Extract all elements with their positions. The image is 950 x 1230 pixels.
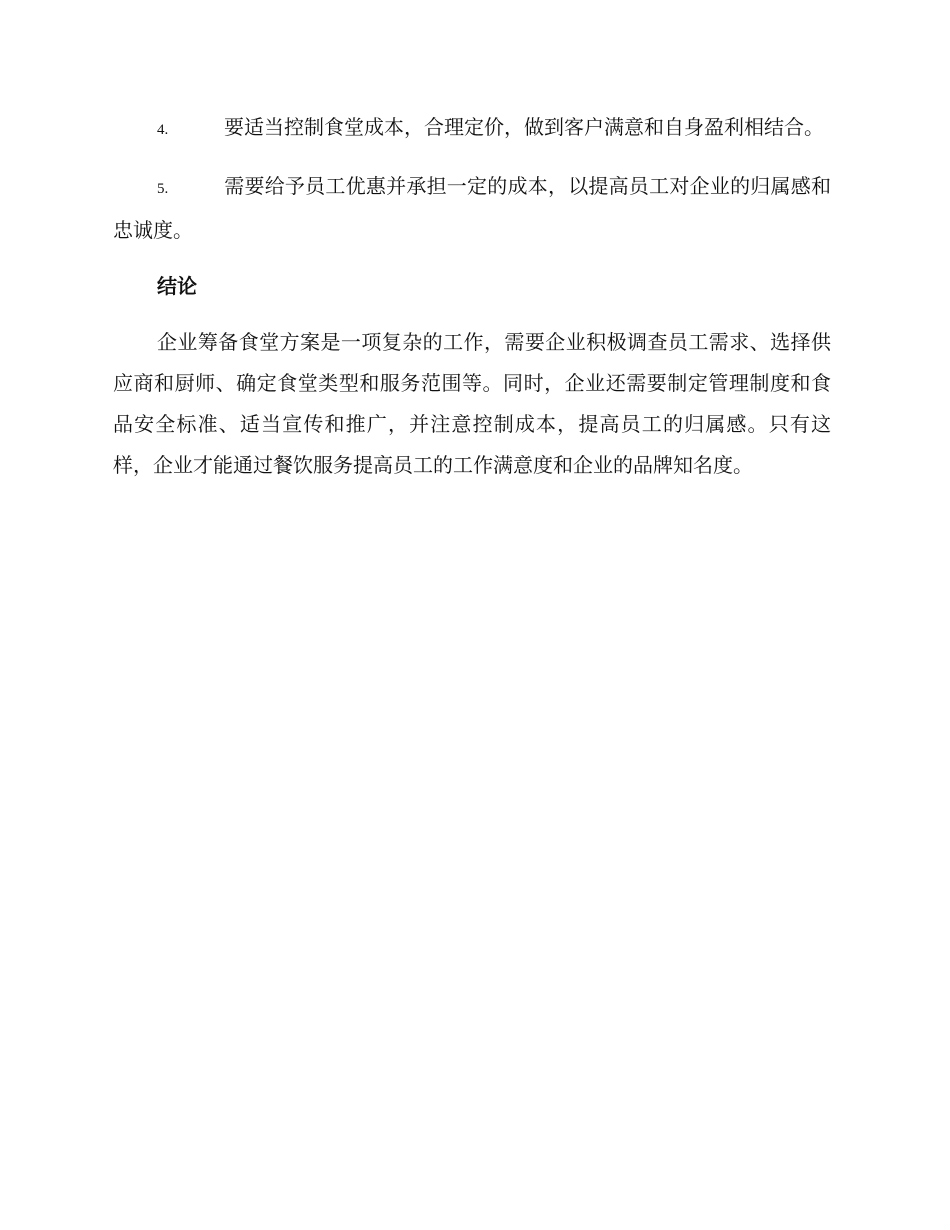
conclusion-heading: 结论 (157, 274, 197, 298)
document-content (113, 107, 831, 486)
list-item-number: 4. (157, 122, 169, 138)
list-item-text: 要适当控制食堂成本，合理定价，做到客户满意和自身盈利相结合。 (224, 115, 824, 139)
list-item-text: 需要给予员工优惠并承担一定的成本，以提高员工对企业的归属感和忠诚度。 (113, 174, 831, 242)
conclusion-paragraph: 企业筹备食堂方案是一项复杂的工作，需要企业积极调查员工需求、选择供应商和厨师、确定食堂类型和服务范围等。同时，企业还需要制定管理制度和食品安全标准、适当宣传和推广，并注意控制成本，提高员工的归属感。只有这样，企业才能通过餐饮服务提高员工的工作满意度和企业的品牌知名度。 (113, 330, 831, 477)
list-item-number: 5. (157, 181, 169, 197)
list-item-4 (113, 107, 831, 151)
list-item-5 (113, 166, 831, 251)
